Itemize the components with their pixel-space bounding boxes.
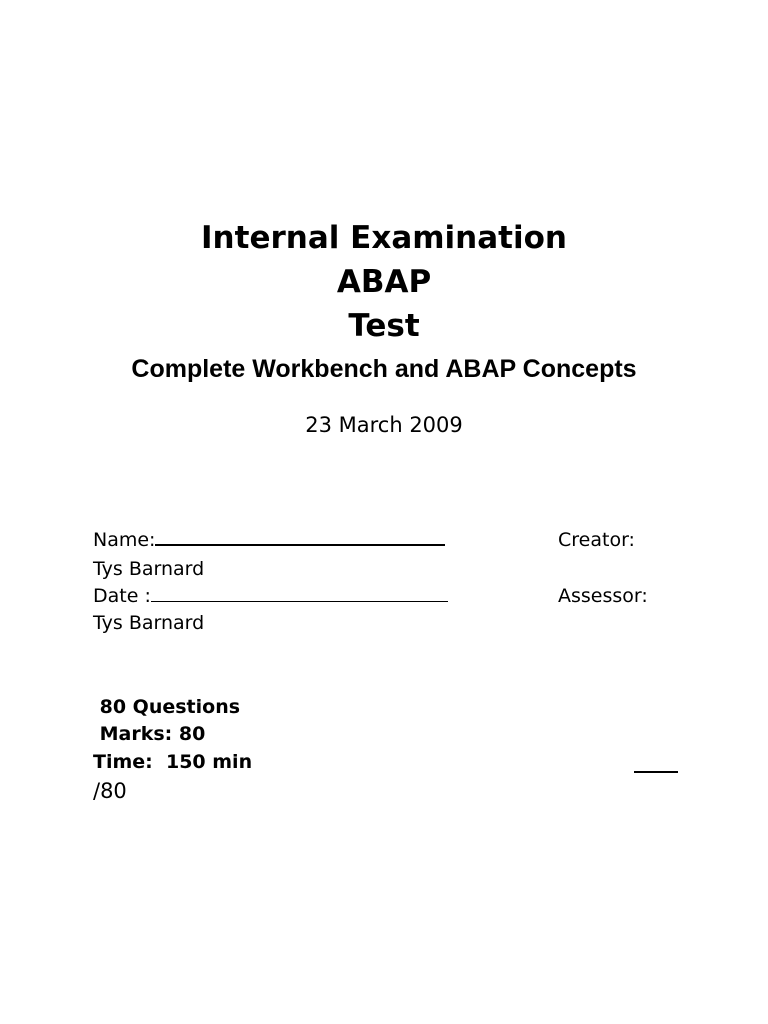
- exam-subject: ABAP: [336, 264, 432, 300]
- name-label: Name:: [93, 529, 156, 551]
- creator-value: Tys Barnard: [93, 558, 205, 580]
- date-label: Date :: [93, 585, 151, 607]
- question-count: 80 Questions: [93, 696, 241, 718]
- marks-total: Marks: 80: [93, 723, 206, 745]
- date-field: [93, 585, 448, 607]
- name-field: [93, 529, 445, 551]
- exam-title: Internal Examination: [201, 220, 567, 256]
- exam-type: Test: [348, 308, 420, 344]
- name-blank-line: [155, 543, 445, 546]
- time-limit: Time: 150 min: [93, 751, 253, 773]
- exam-date: 23 March 2009: [305, 413, 463, 437]
- date-blank-line: [151, 600, 448, 602]
- creator-label: Creator:: [558, 529, 635, 551]
- score-blank-line: [634, 771, 678, 773]
- exam-subtitle: Complete Workbench and ABAP Concepts: [131, 355, 637, 383]
- score-total: /80: [93, 779, 127, 803]
- assessor-label: Assessor:: [558, 585, 648, 607]
- assessor-value: Tys Barnard: [93, 612, 205, 634]
